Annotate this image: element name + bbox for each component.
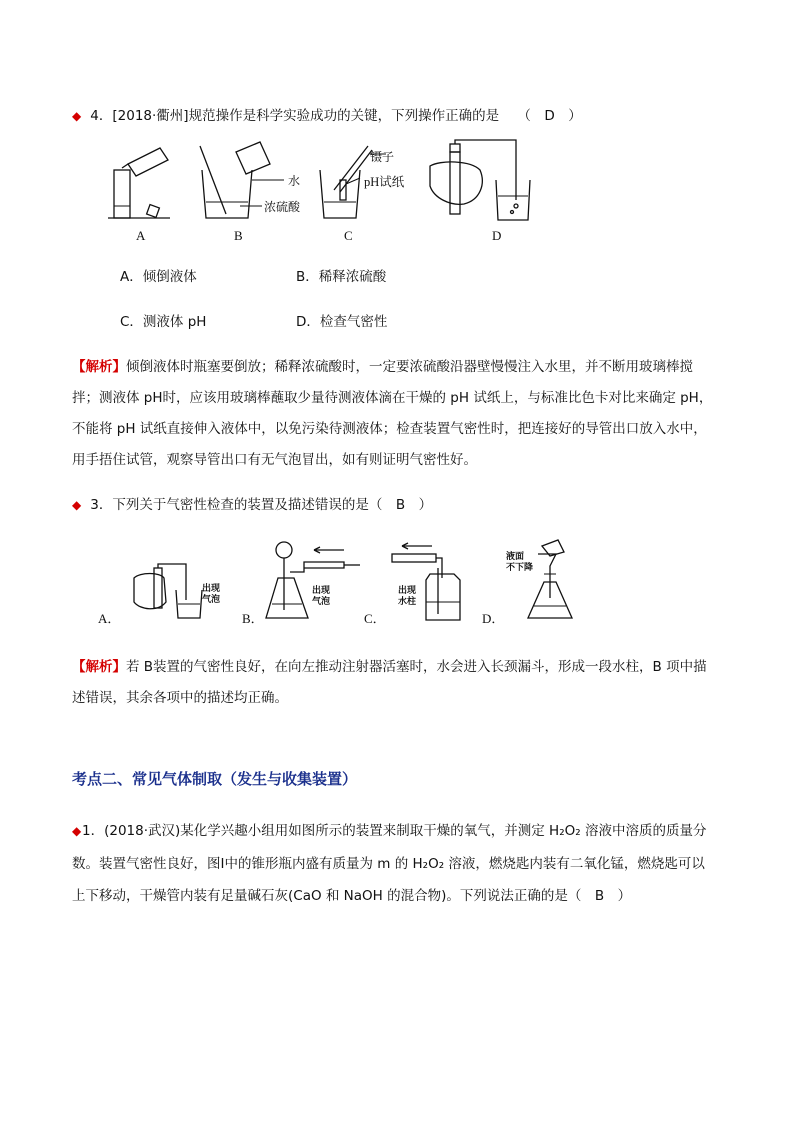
q4-option-d: D．检查气密性 — [296, 314, 388, 330]
q4-analysis-line-3: 不能将 pH 试纸直接伸入液体中，以免污染待测液体；检查装置气密性时，把连接好的导管出口放入水中， — [72, 421, 707, 437]
q3-b-label — [312, 586, 330, 608]
figure-letter-b: B — [234, 228, 243, 243]
figure-letter-c: C — [344, 228, 353, 243]
bullet-diamond-icon: ◆ — [72, 824, 82, 838]
section-title: 考点二、常见气体制取（发生与收集装置） — [72, 770, 358, 788]
q3-analysis-line-1 — [72, 655, 707, 675]
q4-option-a: A．倾倒液体 — [120, 269, 197, 285]
q1-line-1 — [72, 819, 706, 839]
q4-analysis-line-1 — [72, 355, 693, 375]
label-ph-paper: pH试纸 — [364, 175, 405, 189]
analysis-tag: 【解析】 — [72, 659, 126, 675]
q3-figure-c-icon — [382, 538, 482, 624]
figure-a-pouring-icon — [108, 140, 188, 230]
q4-stem: 4．[2018·衢州]规范操作是科学实验成功的关键，下列操作正确的是 — [90, 108, 500, 124]
q4-analysis-line-2: 拌；测液体 pH时，应该用玻璃棒蘸取少量待测液体滴在干燥的 pH 试纸上，与标准比色卡对比来确定 pH， — [72, 390, 713, 406]
q3-letter-a: A． — [98, 611, 121, 626]
q4-figure — [108, 140, 528, 250]
q3-d-label-1: 液面 — [506, 552, 525, 562]
q4-option-b: B．稀释浓硫酸 — [296, 269, 387, 285]
q3-a-label-2: 气泡 — [202, 595, 221, 605]
q3-letter-b: B． — [242, 611, 264, 626]
q4-answer: （ D ） — [517, 108, 582, 124]
q3-figure-d-icon — [524, 538, 624, 624]
q3-b-label-1: 出现 — [312, 586, 331, 596]
q3-c-label — [398, 586, 416, 608]
q3-a-label-1: 出现 — [202, 584, 221, 594]
q3-b-label-2: 气泡 — [312, 597, 331, 607]
q3-a-label — [202, 584, 220, 606]
q3-c-label-1: 出现 — [398, 586, 417, 596]
label-tweezers: 镊子 — [370, 150, 395, 164]
label-acid: 浓硫酸 — [264, 200, 301, 214]
q3-figure — [98, 538, 578, 630]
figure-letter-d: D — [492, 228, 502, 243]
q1-text-1: 1．(2018·武汉)某化学兴趣小组用如图所示的装置来制取干燥的氧气，并测定 H₂O₂ 溶液中溶质的质量分 — [82, 823, 707, 839]
q3-figure-a-icon — [120, 542, 220, 622]
analysis-tag: 【解析】 — [72, 359, 126, 375]
q4-analysis-line-4: 用手捂住试管，观察导管出口有无气泡冒出，如有则证明气密性好。 — [72, 452, 477, 468]
q3-analysis-line-2: 述错误，其余各项中的描述均正确。 — [72, 690, 288, 706]
q3-stem-line — [72, 493, 432, 513]
bullet-diamond-icon: ◆ — [72, 109, 82, 123]
bullet-diamond-icon: ◆ — [72, 498, 82, 512]
analysis-text: 若 B装置的气密性良好，在向左推动注射器活塞时，水会进入长颈漏斗，形成一段水柱，B 项中描 — [126, 659, 707, 675]
q1-line-2: 数。装置气密性良好，图Ⅰ中的锥形瓶内盛有质量为 m 的 H₂O₂ 溶液，燃烧匙内装有二氧化锰，燃烧匙可以 — [72, 856, 705, 872]
q3-stem: 3．下列关于气密性检查的装置及描述错误的是（ B ） — [90, 497, 433, 513]
figure-letter-a: A — [136, 228, 146, 243]
q1-line-3: 上下移动，干燥管内装有足量碱石灰(CaO 和 NaOH 的混合物)。下列说法正确的是（ B ） — [72, 888, 632, 904]
q3-letter-d: D． — [482, 611, 505, 626]
q4-stem-line — [72, 104, 582, 124]
figure-d-airtight-check-icon — [420, 140, 530, 230]
q3-figure-b-icon — [264, 538, 374, 622]
q3-letter-c: C． — [364, 611, 386, 626]
analysis-text: 倾倒液体时瓶塞要倒放；稀释浓硫酸时，一定要浓硫酸沿器壁慢慢注入水里，并不断用玻璃棒搅 — [126, 359, 693, 375]
q3-c-label-2: 水柱 — [398, 597, 417, 607]
q3-d-label — [506, 552, 533, 574]
q3-d-label-2: 不下降 — [506, 563, 534, 573]
label-water: 水 — [288, 174, 301, 188]
q4-option-c: C．测液体 pH — [120, 314, 207, 330]
